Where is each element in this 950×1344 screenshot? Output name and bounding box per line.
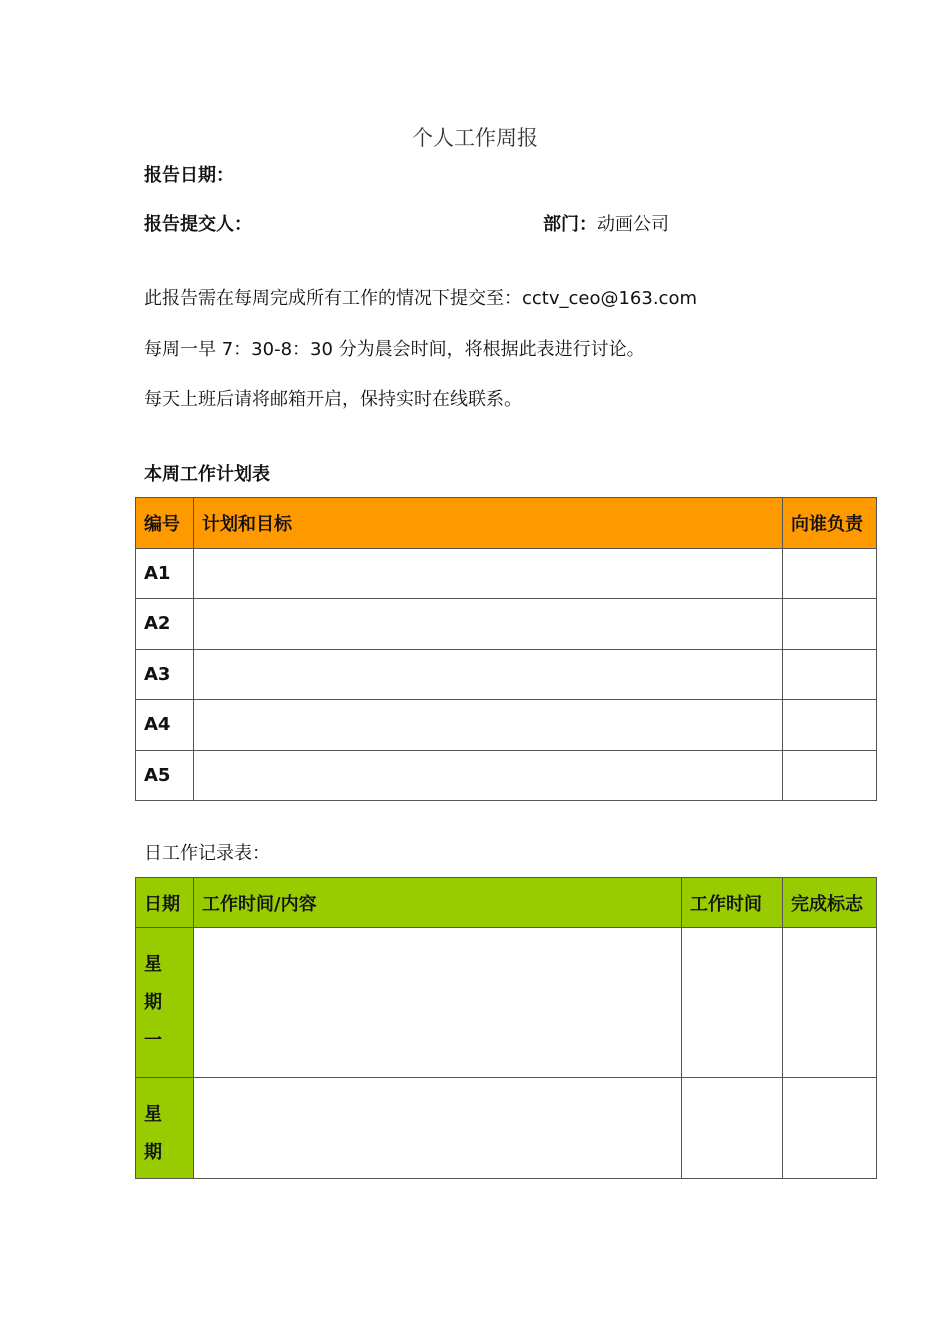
note-morning-meeting: 每周一早 7：30-8：30 分为晨会时间，将根据此表进行讨论。 [144,339,645,360]
plan-responsible-cell[interactable] [783,750,877,801]
plan-table-header-row [136,498,877,549]
daily-header-done: 完成标志 [783,878,877,928]
daily-content-cell[interactable] [194,928,682,1078]
plan-responsible-cell[interactable] [783,548,877,599]
daily-header-time: 工作时间 [682,878,783,928]
submitter-field [144,213,252,237]
department-label: 部门： [543,214,597,235]
plan-responsible-cell[interactable] [783,649,877,700]
report-date-label: 报告日期： [144,165,234,186]
plan-goal-cell[interactable] [194,599,783,650]
plan-code-cell: A1 [136,548,194,599]
day-char: 星 [144,954,162,975]
table-row [136,928,877,1078]
daily-header-content: 工作时间/内容 [194,878,682,928]
daily-done-cell[interactable] [783,1078,877,1179]
plan-goal-cell[interactable] [194,700,783,751]
table-row [136,700,877,751]
plan-responsible-cell[interactable] [783,599,877,650]
note-submit-email: 此报告需在每周完成所有工作的情况下提交至：cctv_ceo@163.com [144,288,698,309]
daily-table-header-row [136,878,877,928]
daily-done-cell[interactable] [783,928,877,1078]
report-date-field [144,164,234,188]
daily-record-table [135,877,877,1179]
table-row [136,599,877,650]
department-field [543,213,669,237]
daily-day-cell [136,928,194,1078]
plan-section-title: 本周工作计划表 [144,464,270,485]
table-row [136,548,877,599]
plan-goal-cell[interactable] [194,548,783,599]
plan-code-cell: A2 [136,599,194,650]
department-value: 动画公司 [597,214,669,235]
submitter-label: 报告提交人： [144,214,252,235]
plan-header-code: 编号 [136,498,194,549]
table-row [136,1078,877,1179]
plan-header-plan: 计划和目标 [194,498,783,549]
plan-header-responsible: 向谁负责 [783,498,877,549]
daily-content-cell[interactable] [194,1078,682,1179]
day-char: 星 [144,1104,162,1125]
daily-section-title: 日工作记录表： [144,843,270,864]
plan-code-cell: A4 [136,700,194,751]
table-row [136,649,877,700]
plan-code-cell: A3 [136,649,194,700]
daily-day-cell [136,1078,194,1179]
page-title: 个人工作周报 [412,126,538,150]
weekly-plan-table [135,497,877,801]
daily-time-cell[interactable] [682,1078,783,1179]
plan-goal-cell[interactable] [194,649,783,700]
daily-time-cell[interactable] [682,928,783,1078]
plan-goal-cell[interactable] [194,750,783,801]
table-row [136,750,877,801]
day-char: 一 [144,1030,162,1051]
day-char: 期 [144,1142,162,1163]
day-char: 期 [144,992,162,1013]
daily-header-date: 日期 [136,878,194,928]
note-mailbox-online: 每天上班后请将邮箱开启，保持实时在线联系。 [144,389,522,410]
plan-code-cell: A5 [136,750,194,801]
plan-responsible-cell[interactable] [783,700,877,751]
